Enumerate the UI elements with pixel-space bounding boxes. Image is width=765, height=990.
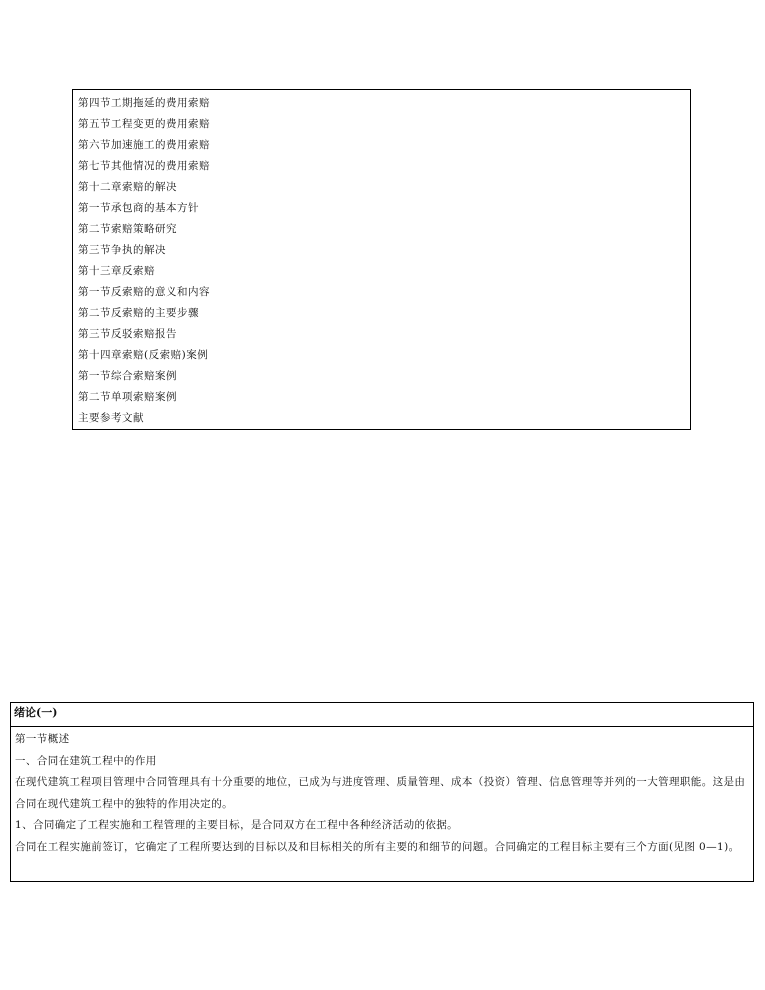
toc-item: 第二节索赔策略研究 xyxy=(78,223,177,235)
section-title: 绪论(一) xyxy=(11,703,753,727)
toc-item: 第二节反索赔的主要步骤 xyxy=(78,307,199,319)
toc-item: 第六节加速施工的费用索赔 xyxy=(78,139,210,151)
toc-item: 第五节工程变更的费用索赔 xyxy=(78,118,210,130)
introduction-section xyxy=(10,702,754,882)
toc-item: 第一节承包商的基本方针 xyxy=(78,202,199,214)
paragraph: 1、合同确定了工程实施和工程管理的主要目标，是合同双方在工程中各种经济活动的依据。 xyxy=(15,819,459,831)
toc-item: 第十四章索赔(反索赔)案例 xyxy=(78,349,209,361)
toc-item: 第四节工期拖延的费用索赔 xyxy=(78,97,210,109)
section-heading: 第一节概述 xyxy=(15,733,70,745)
section-body xyxy=(11,727,753,858)
toc-item: 第三节反驳索赔报告 xyxy=(78,328,177,340)
table-of-contents xyxy=(72,89,691,430)
toc-item: 第二节单项索赔案例 xyxy=(78,391,177,403)
subsection-heading: 一、合同在建筑工程中的作用 xyxy=(15,754,157,767)
toc-item: 第十三章反索赔 xyxy=(78,265,155,277)
toc-item: 主要参考文献 xyxy=(78,412,144,424)
toc-item: 第一节反索赔的意义和内容 xyxy=(78,286,210,298)
toc-item: 第一节综合索赔案例 xyxy=(78,370,177,382)
paragraph: 合同在工程实施前签订，它确定了工程所要达到的目标以及和目标相关的所有主要的和细节的问题。合同确定的工程目标主要有三个方面(见图 0—1)。 xyxy=(15,840,740,853)
toc-item: 第七节其他情况的费用索赔 xyxy=(78,160,210,172)
toc-item: 第十二章索赔的解决 xyxy=(78,181,177,193)
toc-item: 第三节争执的解决 xyxy=(78,244,166,256)
paragraph: 在现代建筑工程项目管理中合同管理具有十分重要的地位，已成为与进度管理、质量管理、成本（投资）管理、信息管理等并列的一大管理职能。这是由合同在现代建筑工程中的独特的作用决定的。 xyxy=(15,776,746,810)
